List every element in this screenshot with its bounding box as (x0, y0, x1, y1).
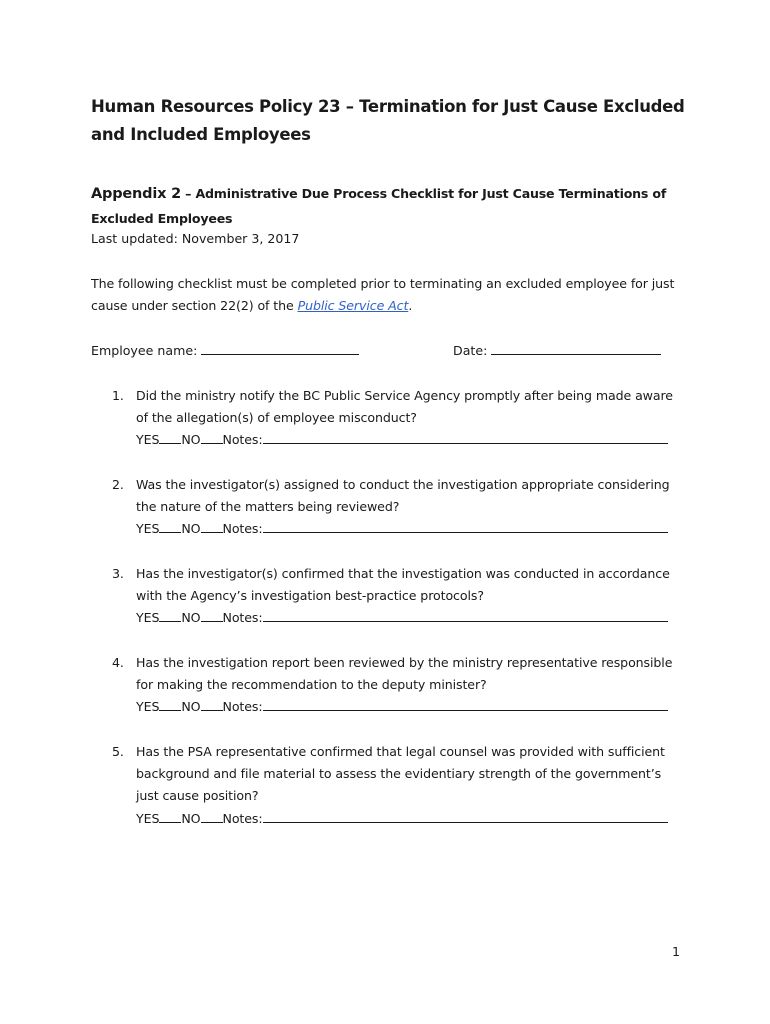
intro-end: . (408, 298, 413, 313)
answer-row (136, 808, 681, 830)
date-label: Date: (453, 343, 488, 358)
page-number: 1 (672, 944, 681, 959)
item-question: Did the ministry notify the BC Public Service Agency promptly after being made aware of the allegation(s) of employee misconduct? (136, 388, 673, 426)
answer-row (136, 518, 681, 540)
employee-name-label: Employee name: (91, 343, 198, 358)
answer-row (136, 429, 681, 451)
yes-blank[interactable] (159, 608, 181, 622)
date-field (453, 340, 661, 361)
item-question: Has the investigation report been reviewed by the ministry representative responsible for making the recommendation to the deputy minister? (136, 655, 673, 693)
notes-blank[interactable] (263, 697, 668, 711)
item-number: 5. (112, 744, 124, 759)
item-number: 3. (112, 566, 124, 581)
notes-blank[interactable] (263, 519, 668, 533)
notes-blank[interactable] (263, 608, 668, 622)
item-number: 4. (112, 655, 124, 670)
item-question: Was the investigator(s) assigned to conduct the investigation appropriate considering the nature of the matters being reviewed? (136, 477, 670, 515)
item-question: Has the PSA representative confirmed that legal counsel was provided with sufficient background and file material to assess the evidentiary strength of the government’s just cause position? (136, 744, 665, 804)
document-title: Human Resources Policy 23 – Termination for Just Cause Excluded and Included Employees (91, 97, 685, 144)
no-label: NO (181, 810, 201, 826)
notes-label: Notes: (222, 432, 263, 448)
last-updated: Last updated: November 3, 2017 (91, 231, 300, 246)
item-number: 2. (112, 477, 124, 492)
date-blank[interactable] (491, 340, 661, 355)
no-blank[interactable] (201, 430, 223, 444)
appendix-title: – Administrative Due Process Checklist for Just Cause Terminations of Excluded Employees (91, 186, 667, 226)
yes-blank[interactable] (159, 519, 181, 533)
yes-blank[interactable] (159, 430, 181, 444)
no-blank[interactable] (201, 809, 223, 823)
item-number: 1. (112, 388, 124, 403)
appendix-heading (91, 181, 691, 230)
notes-blank[interactable] (263, 430, 668, 444)
notes-label: Notes: (222, 699, 263, 715)
no-label: NO (181, 521, 201, 537)
employee-name-field (91, 340, 359, 361)
notes-blank[interactable] (263, 809, 668, 823)
yes-label: YES (136, 810, 160, 826)
no-blank[interactable] (201, 697, 223, 711)
notes-label: Notes: (222, 521, 263, 537)
no-label: NO (181, 432, 201, 448)
yes-blank[interactable] (159, 697, 181, 711)
notes-label: Notes: (222, 810, 263, 826)
intro-text: The following checklist must be completed prior to terminating an excluded employee for just cause under section 22(2) of the (91, 276, 675, 313)
answer-row (136, 607, 681, 629)
intro-paragraph (91, 273, 691, 317)
no-blank[interactable] (201, 519, 223, 533)
yes-label: YES (136, 432, 160, 448)
yes-label: YES (136, 699, 160, 715)
no-label: NO (181, 699, 201, 715)
item-question: Has the investigator(s) confirmed that the investigation was conducted in accordance with the Agency’s investigation best-practice protocols? (136, 566, 670, 604)
yes-label: YES (136, 610, 160, 626)
public-service-act-link[interactable]: Public Service Act (297, 298, 409, 313)
notes-label: Notes: (222, 610, 263, 626)
appendix-number: Appendix 2 (91, 186, 181, 202)
yes-label: YES (136, 521, 160, 537)
answer-row (136, 696, 681, 718)
no-label: NO (181, 610, 201, 626)
no-blank[interactable] (201, 608, 223, 622)
yes-blank[interactable] (159, 809, 181, 823)
employee-name-blank[interactable] (201, 340, 359, 355)
